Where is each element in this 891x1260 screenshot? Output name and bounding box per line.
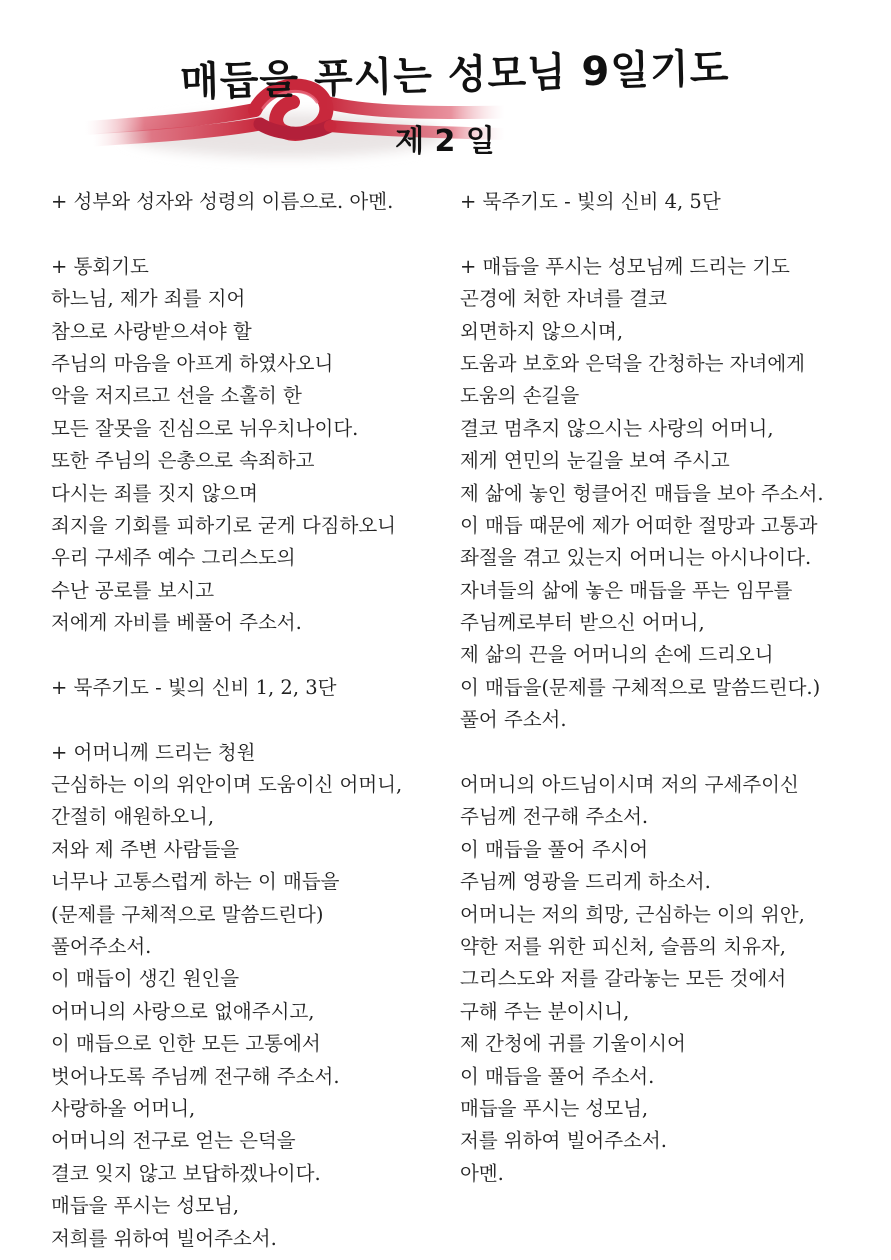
text-line: 하느님, 제가 죄를 지어 (51, 287, 246, 311)
text-line: 어머니의 아드님이시며 저의 구세주이신 (460, 773, 799, 797)
left-column (51, 186, 451, 1255)
text-line: 수난 공로를 보시고 (51, 578, 215, 602)
text-line: 우리 구세주 예수 그리스도의 (51, 546, 296, 570)
text-line: 다시는 죄를 짓지 않으며 (51, 481, 258, 505)
right-column (460, 186, 885, 1190)
text-line: 죄지을 기회를 피하기로 굳게 다짐하오니 (51, 513, 397, 537)
text-line: 저에게 자비를 베풀어 주소서. (51, 611, 302, 635)
text-line: 매듭을 푸시는 성모님, (460, 1096, 649, 1120)
text-line: 어머니의 사랑으로 없애주시고, (51, 999, 315, 1023)
text-line: 이 매듭 때문에 제가 어떠한 절망과 고통과 (460, 513, 818, 537)
text-line: 주님께 영광을 드리게 하소서. (460, 870, 711, 894)
text-line: 벗어나도록 주님께 전구해 주소서. (51, 1064, 340, 1088)
text-line: 저와 제 주변 사람들을 (51, 837, 240, 861)
text-line: 어머니의 전구로 얻는 은덕을 (51, 1129, 296, 1153)
text-line: 또한 주님의 은총으로 속죄하고 (51, 449, 315, 473)
amen-line: 아멘. (460, 1161, 504, 1185)
text-line: 모든 잘못을 진심으로 뉘우치나이다. (51, 416, 359, 440)
text-line: 제 삶에 놓인 헝클어진 매듭을 보아 주소서. (460, 481, 824, 505)
text-line: 매듭을 푸시는 성모님, (51, 1194, 240, 1218)
text-line: 이 매듭을 풀어 주시어 (460, 837, 649, 861)
rosary-heading: + 묵주기도 - 빛의 신비 1, 2, 3단 (51, 675, 337, 699)
text-line: (문제를 구체적으로 말씀드린다) (51, 902, 324, 926)
prayer-heading: + 매듭을 푸시는 성모님께 드리는 기도 (460, 254, 790, 278)
text-line: 자녀들의 삶에 놓은 매듭을 푸는 임무를 (460, 578, 793, 602)
text-line: 이 매듭이 생긴 원인을 (51, 967, 240, 991)
spacer (51, 704, 451, 736)
contrition-heading: + 통회기도 (51, 254, 149, 278)
text-line: 제 간청에 귀를 기울이시어 (460, 1032, 686, 1056)
petition-heading: + 어머니께 드리는 청원 (51, 740, 256, 764)
text-line: 외면하지 않으시며, (460, 319, 624, 343)
day-label: 제 2 일 (395, 124, 495, 159)
text-line: 결코 잊지 않고 보답하겠나이다. (51, 1161, 321, 1185)
text-line: 사랑하올 어머니, (51, 1096, 196, 1120)
text-line: 이 매듭을 풀어 주소서. (460, 1064, 655, 1088)
text-line: 악을 저지르고 선을 소홀히 한 (51, 384, 302, 408)
text-line: 좌절을 겪고 있는지 어머니는 아시나이다. (460, 546, 812, 570)
page-title: 매듭을 푸시는 성모님 9일기도 (179, 45, 730, 106)
text-line: 주님께로부터 받으신 어머니, (460, 611, 705, 635)
text-line: 이 매듭을(문제를 구체적으로 말씀드린다.) (460, 675, 821, 699)
text-line: 주님께 전구해 주소서. (460, 805, 649, 829)
text-line: 너무나 고통스럽게 하는 이 매듭을 (51, 870, 340, 894)
text-line: 곤경에 처한 자녀를 결코 (460, 287, 667, 311)
text-line: 참으로 사랑받으셔야 할 (51, 319, 252, 343)
text-line: 주님의 마음을 아프게 하였사오니 (51, 351, 334, 375)
text-line: 간절히 애원하오니, (51, 805, 215, 829)
spacer (460, 218, 885, 250)
spacer (460, 737, 885, 769)
header (0, 0, 891, 180)
text-line: 결코 멈추지 않으시는 사랑의 어머니, (460, 416, 774, 440)
rosary-heading: + 묵주기도 - 빛의 신비 4, 5단 (460, 190, 721, 213)
text-line: 근심하는 이의 위안이며 도움이신 어머니, (51, 773, 403, 797)
text-line: 제게 연민의 눈길을 보여 주시고 (460, 449, 730, 473)
text-line: 도움의 손길을 (460, 384, 580, 408)
text-line: 저희를 위하여 빌어주소서. (51, 1226, 277, 1250)
text-line: 어머니는 저의 희망, 근심하는 이의 위안, (460, 902, 805, 926)
text-line: 풀어주소서. (51, 934, 152, 958)
text-line: 제 삶의 끈을 어머니의 손에 드리오니 (460, 643, 774, 667)
text-line: 이 매듭으로 인한 모든 고통에서 (51, 1032, 321, 1056)
text-line: 풀어 주소서. (460, 708, 567, 732)
sign-of-cross-line: + 성부와 성자와 성령의 이름으로. 아멘. (51, 190, 394, 213)
text-line: 그리스도와 저를 갈라놓는 모든 것에서 (460, 967, 787, 991)
text-line: 구해 주는 분이시니, (460, 999, 630, 1023)
text-line: 도움과 보호와 은덕을 간청하는 자녀에게 (460, 351, 806, 375)
text-line: 저를 위하여 빌어주소서. (460, 1129, 667, 1153)
text-line: 약한 저를 위한 피신처, 슬픔의 치유자, (460, 934, 786, 958)
spacer (51, 639, 451, 671)
spacer (51, 218, 451, 250)
